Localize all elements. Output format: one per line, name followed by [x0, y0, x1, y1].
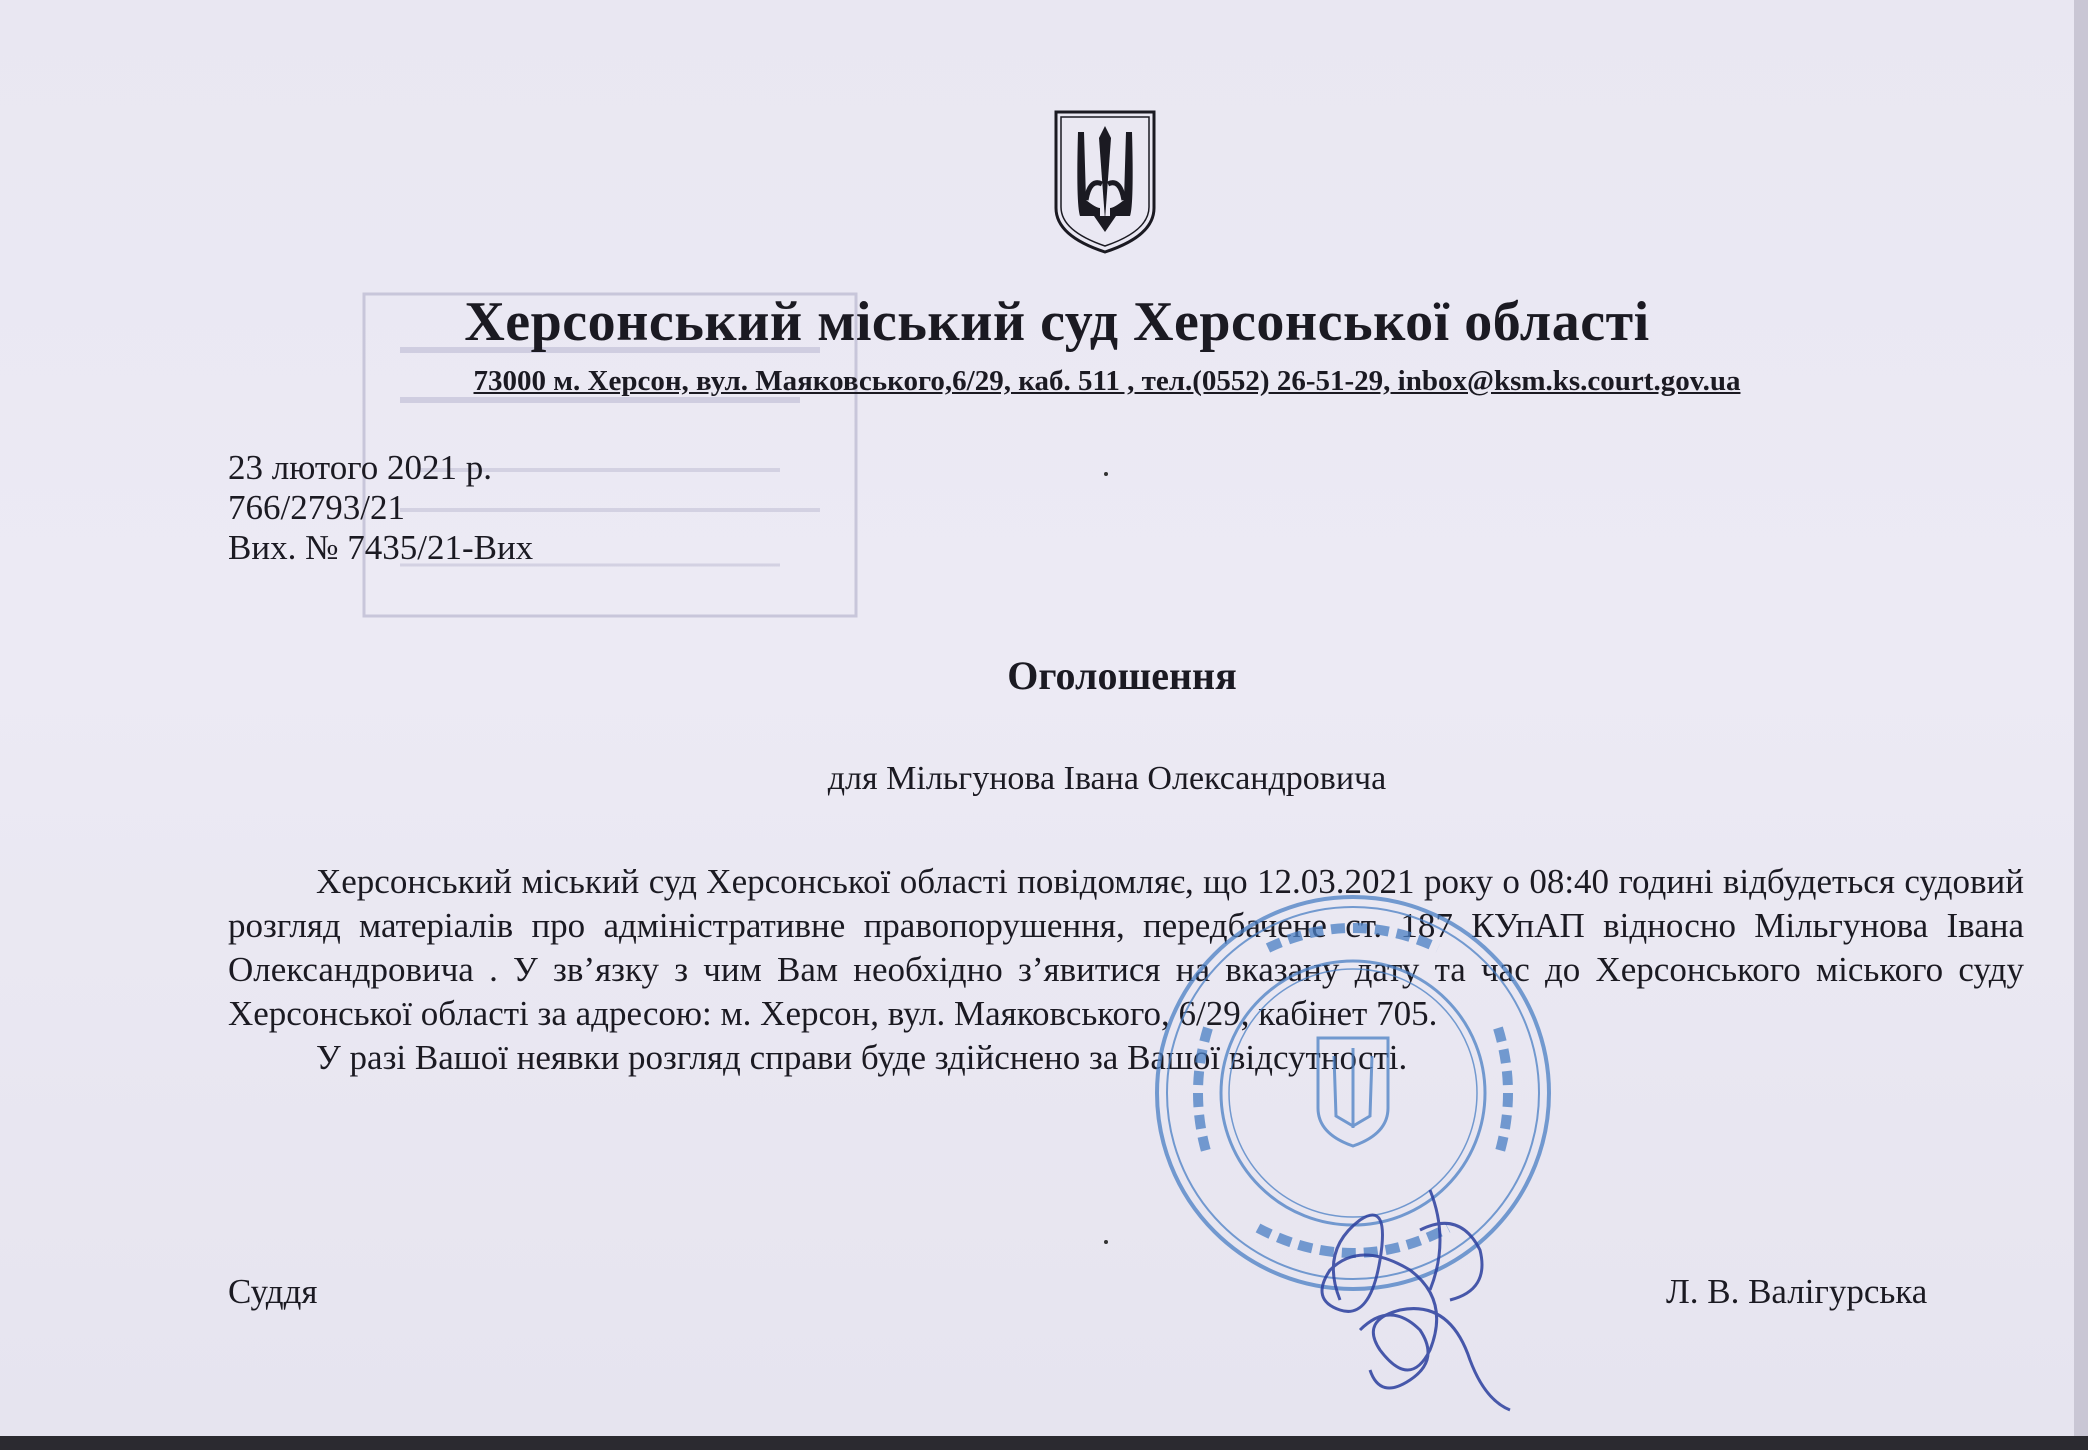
notice-paragraph: У разі Вашої неявки розгляд справи буде здійснено за Вашої відсутності.	[316, 1038, 1408, 1077]
notice-paragraph: Херсонський міський суд Херсонської області повідомляє, що 12.03.2021 року о 08:40 годині відбудеться судовий розгляд матеріалів про адміністративне правопорушення, передбачене ст. 187 КУпАП відносно Мільгунова Івана Олександровича . У зв’язку з чим Вам необхідно з’явитися на вказану дату та час до Херсонського міського суду Херсонської області за адресою: м. Херсон, вул. Маяковського, 6/29, кабінет 705.	[228, 862, 2024, 1033]
trident-coat-of-arms-icon	[1050, 108, 1160, 256]
judge-name: Л. В. Валігурська	[1666, 1272, 1928, 1311]
notice-body	[228, 860, 2024, 1080]
court-address: 73000 м. Херсон, вул. Маяковського,6/29, каб. 511 , тел.(0552) 26-51-29, inbox@ksm.ks.court.gov.ua	[473, 365, 1741, 397]
case-number: 766/2793/21	[228, 488, 405, 527]
page-edge	[2074, 0, 2088, 1450]
outgoing-number: Вих. № 7435/21-Вих	[228, 528, 534, 567]
court-name: Херсонський міський суд Херсонської області	[464, 291, 1650, 353]
notice-recipient: для Мільгунова Івана Олександровича	[827, 760, 1387, 797]
judge-signature	[1280, 1150, 1560, 1430]
document-date: 23 лютого 2021 р.	[228, 448, 492, 487]
page-edge	[0, 1436, 2088, 1450]
judge-role: Суддя	[228, 1272, 318, 1311]
ink-speck	[1104, 1240, 1108, 1244]
notice-heading: Оголошення	[1007, 653, 1237, 698]
document-meta	[228, 448, 533, 568]
ink-speck	[1104, 472, 1108, 476]
